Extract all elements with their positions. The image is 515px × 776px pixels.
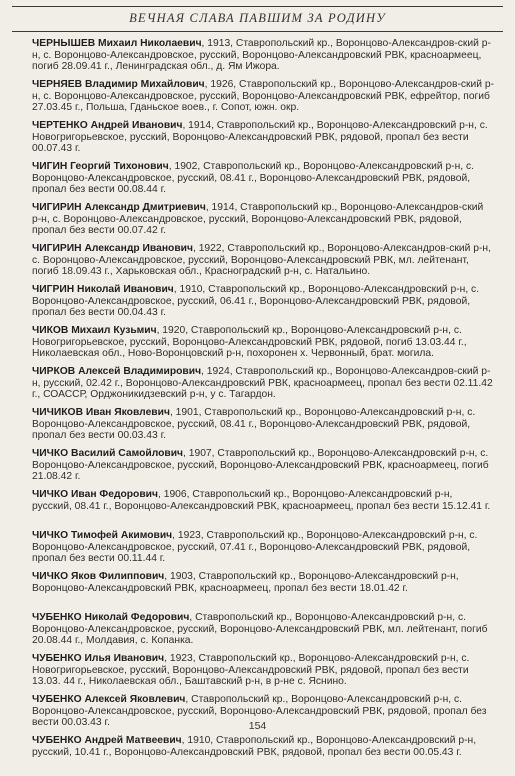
entry-text: , Ставропольский кр., Воронцово-Александровский р-н, с. Воронцово-Александровское, русский, Воронцово-Александровский РВК, мл. лейтенант, погиб 20.08.44 г., Молдавия, с. Копанка. [32, 612, 488, 646]
entry-name: ЧИКОВ Михаил Кузьмич [32, 325, 157, 336]
entry-text: , Ставропольский кр., Воронцово-Александровский р-н, с. Воронцово-Александровское, русский, Воронцово-Александровский РВК, рядовой, пропал без вести 00.03.43 г. [32, 694, 487, 728]
entry-text: , 1923, Ставропольский кр., Воронцово-Александровский р-н, с. Новогригорьевское, русский, Воронцово-Александровский РВК, рядовой, пропал без вести 13.03. 44 г., Николаевская обл., Баштавский р-н, в р-не с. Яснино. [32, 653, 470, 687]
entry-text: , 1913, Ставропольский кр., Воронцово-Александров-ский р-н, с. Воронцово-Александровское, русский, Воронцово-Александровский РВК, красноармеец, погиб 28.09.41 г., Ленинградская обл., д. Ям Ижора. [32, 38, 491, 72]
entry-name: ЧИЧИКОВ Иван Яковлевич [32, 407, 170, 418]
list-item [32, 202, 495, 243]
entry-name: ЧУБЕНКО Алексей Яковлевич [32, 694, 186, 705]
header-title: ВЕЧНАЯ СЛАВА ПАВШИМ ЗА РОДИНУ [129, 11, 386, 25]
entry-name: ЧУБЕНКО Андрей Матвеевич [32, 735, 182, 746]
header-bottom-rule [12, 31, 503, 32]
entry-name: ЧИРКОВ Алексей Владимирович [32, 366, 202, 377]
list-item [32, 79, 495, 120]
list-item [32, 366, 495, 407]
entry-text: , 1922, Ставропольский кр., Воронцово-Александров-ский р-н, с. Воронцово-Александровское, русский, Воронцово-Александровский РВК, мл. лейтенант, погиб 18.09.43 г., Харьковская обл., Красноградский р-н, с. Натальино. [32, 243, 491, 277]
entry-text: , 1901, Ставропольский кр., Воронцово-Александровский р-н, с. Воронцово-Александровское, русский, 08.41 г., Воронцово-Александровский РВК, рядовой, пропал без вести 00.03.43 г. [32, 407, 476, 441]
list-item [32, 284, 495, 325]
list-item [32, 530, 495, 571]
list-item [32, 325, 495, 366]
entry-text: , 1926, Ставропольский кр., Воронцово-Александров-ский р-н, с. Воронцово-Александровское, русский, Воронцово-Александровский РВК, ефрейтор, погиб 27.03.45 г., Польша, Гданьское воев., г. Сопот, южн. окр. [32, 79, 495, 113]
entry-name: ЧУБЕНКО Николай Федорович [32, 612, 190, 623]
entry-name: ЧИЧКО Иван Федорович [32, 489, 158, 500]
entry-name: ЧЕРТЕНКО Андрей Иванович [32, 120, 183, 131]
running-header [12, 6, 503, 32]
entry-name: ЧИГИН Георгий Тихонович [32, 161, 169, 172]
list-item [32, 653, 495, 694]
list-item [32, 161, 495, 202]
entry-name: ЧИГИРИН Александр Дмитриевич [32, 202, 206, 213]
list-item [32, 407, 495, 448]
entry-text: , 1907, Ставропольский кр., Воронцово-Александровский р-н, с. Воронцово-Александровское, русский, Воронцово-Александровский РВК, красноармеец, погиб 21.08.42 г. [32, 448, 489, 482]
list-item [32, 120, 495, 161]
entry-text: , 1906, Ставропольский кр., Воронцово-Александровский р-н, русский, 08.41 г., Воронцово-Александровский РВК, красноармеец, пропал без вести 15.12.41 г. [32, 489, 491, 512]
entry-text: , 1902, Ставропольский кр., Воронцово-Александровский р-н, с. Воронцово-Александровское, русский, 08.41 г., Воронцово-Александровский РВК, рядовой, пропал без вести 00.08.44 г. [32, 161, 475, 195]
entry-text: , 1910, Ставропольский кр., Воронцово-Александровский р-н, с. Воронцово-Александровское, русский, 06.41 г., Воронцово-Александровский РВК, рядовой, пропал без вести 00.04.43 г. [32, 284, 480, 318]
entry-name: ЧИЧКО Василий Самойлович [32, 448, 184, 459]
list-item [32, 448, 495, 489]
entry-name: ЧЕРНЫШЕВ Михаил Николаевич [32, 38, 202, 49]
list-item [32, 38, 495, 79]
entry-text: , 1914, Ставропольский кр., Воронцово-Александров-ский р-н, с. Воронцово-Александровское, русский, Воронцово-Александровский РВК, рядовой, пропал без вести 00.07.42 г. [32, 202, 484, 236]
list-item [32, 735, 495, 776]
list-item [32, 571, 495, 612]
entry-text: , 1903, Ставропольский кр., Воронцово-Александровский р-н, Воронцово-Александровский РВК, красноармеец, пропал без вести 18.01.42 г. [32, 571, 459, 594]
entry-text: , 1914, Ставропольский кр., Воронцово-Александровский р-н, с. Новогригорьевское, русский, Воронцово-Александровский РВК, рядовой, пропал без вести 00.07.43 г. [32, 120, 488, 154]
entry-name: ЧЕРНЯЕВ Владимир Михайлович [32, 79, 205, 90]
entry-text: , 1924, Ставропольский кр., Воронцово-Александров-ский р-н, русский, 02.42 г., Воронцово-Александровский РВК, красноармеец, пропал без вести 02.11.42 г., СОАССР, Орджоникидзевский р-н, у с. Тагардон. [32, 366, 493, 400]
entry-list [32, 38, 495, 776]
header-top-rule [12, 6, 503, 7]
entry-name: ЧУБЕНКО Илья Иванович [32, 653, 165, 664]
entry-text: , 1923, Ставропольский кр., Воронцово-Александровский р-н, с. Воронцово-Александровское, русский, 07.41 г., Воронцово-Александровский РВК, рядовой, пропал без вести 00.11.44 г. [32, 530, 478, 564]
list-item [32, 489, 495, 530]
list-item [32, 612, 495, 653]
page-number: 154 [248, 720, 267, 732]
entry-name: ЧИГРИН Николай Иванович [32, 284, 174, 295]
entry-text: , 1910, Ставропольский кр., Воронцово-Александровский р-н, русский, 10.41 г., Воронцово-Александровский РВК, рядовой, пропал без вести 00.05.43 г. [32, 735, 477, 758]
entry-name: ЧИЧКО Тимофей Акимович [32, 530, 173, 541]
entry-name: ЧИГИРИН Александр Иванович [32, 243, 193, 254]
entry-name: ЧИЧКО Яков Филиппович [32, 571, 165, 582]
list-item [32, 243, 495, 284]
entry-text: , 1920, Ставропольский кр., Воронцово-Александровский р-н, с. Новогригорьевское, русский, Воронцово-Александровский РВК, рядовой, погиб 13.03.44 г., Николаевская обл., Ново-Воронцовский р-н, похоронен х. Червонный, брат. могила. [32, 325, 467, 359]
